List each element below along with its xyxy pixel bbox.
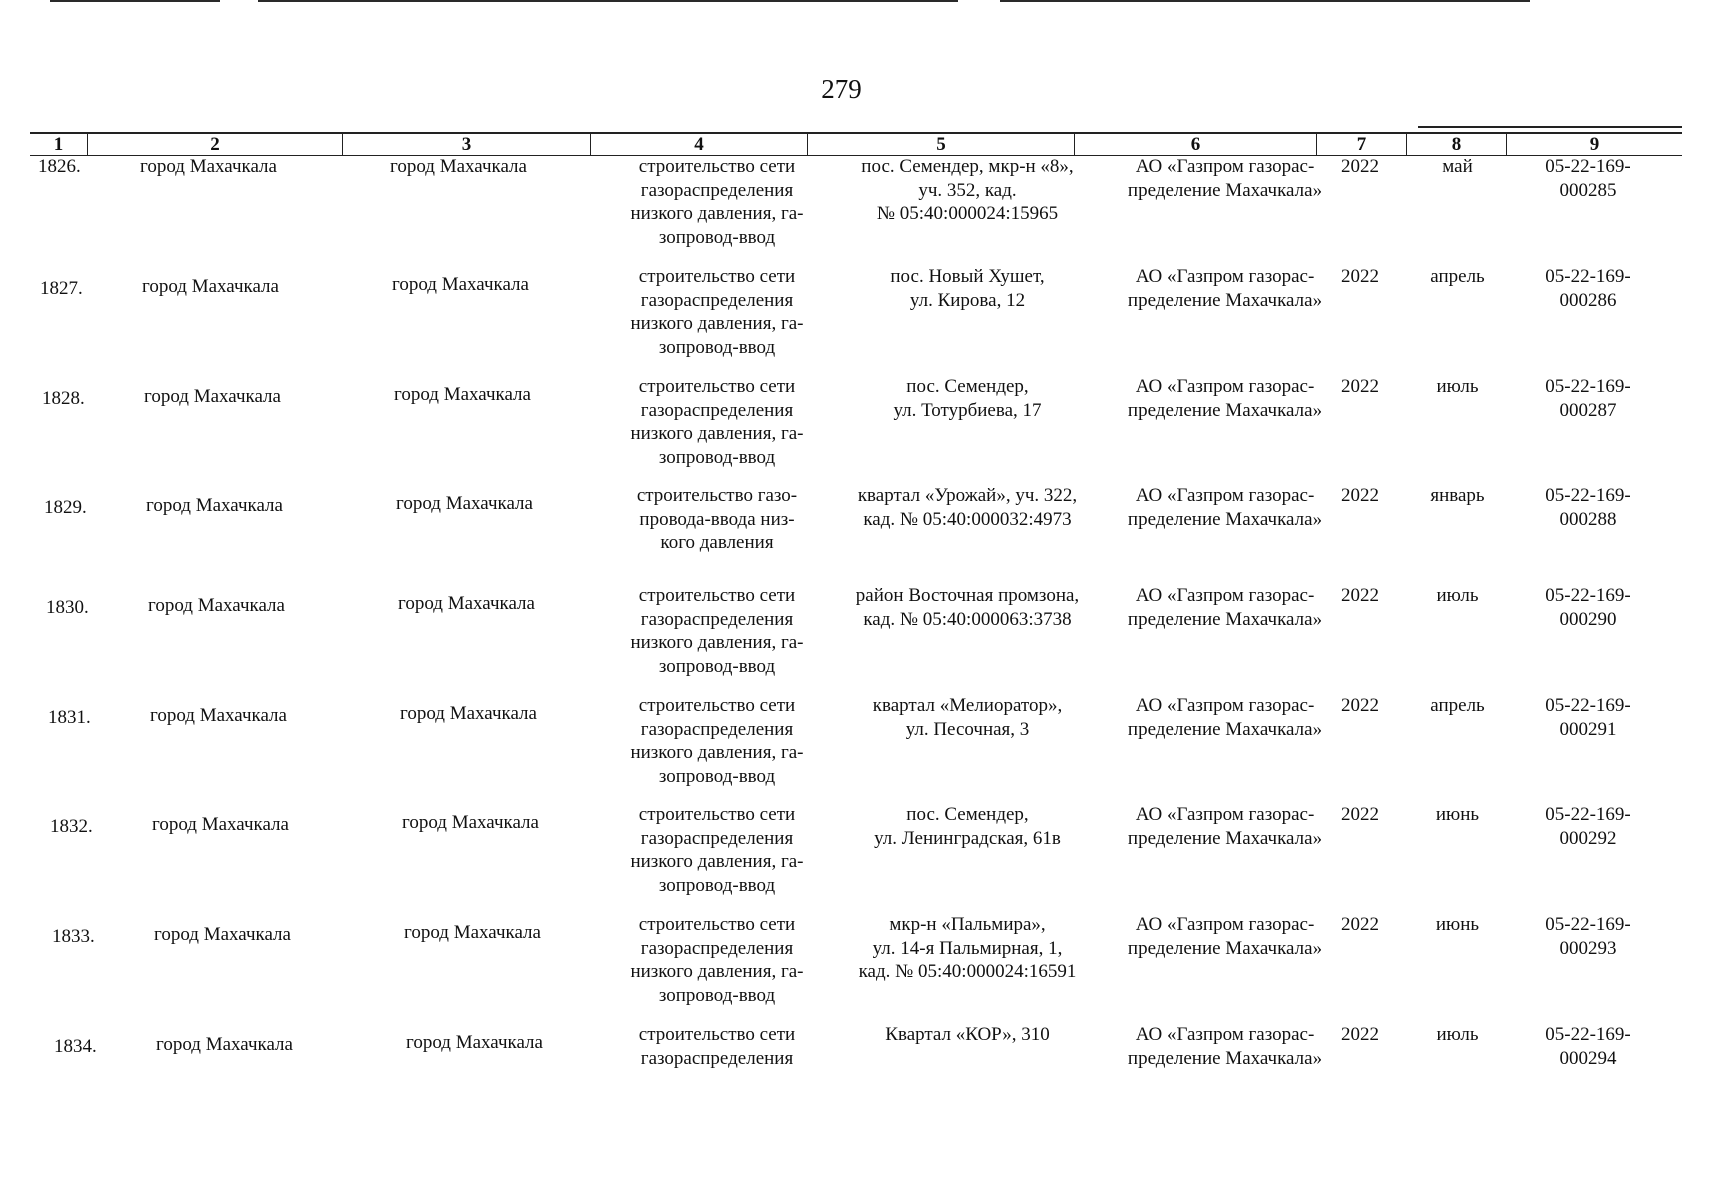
month-cell: июль: [1436, 376, 1479, 397]
municipality-cell: город Махачкала: [148, 595, 285, 616]
code-cell-line: 000293: [1559, 937, 1617, 959]
address-cell-line: ул. Тотурбиева, 17: [893, 399, 1042, 421]
address-cell: [815, 484, 1120, 531]
row-number: 1831.: [48, 707, 91, 728]
column-header: 3: [342, 134, 590, 155]
organization-cell-line: АО «Газпром газорас-: [1135, 585, 1315, 606]
works-description-cell: [592, 1023, 842, 1070]
municipality-cell: город Махачкала: [142, 276, 279, 297]
address-cell-line: пос. Новый Хушет,: [890, 266, 1045, 287]
organization-cell-line: АО «Газпром газорас-: [1135, 804, 1315, 825]
municipality-cell: город Махачкала: [146, 495, 283, 516]
address-cell-line: ул. Песочная, 3: [905, 718, 1030, 740]
month-cell: апрель: [1430, 695, 1485, 716]
organization-cell: [1080, 803, 1370, 850]
municipality-cell: город Махачкала: [144, 386, 281, 407]
organization-cell: [1080, 913, 1370, 960]
month-cell: апрель: [1430, 266, 1485, 287]
organization-cell-line: АО «Газпром газорас-: [1135, 485, 1315, 506]
settlement-cell: город Махачкала: [392, 274, 529, 295]
municipality-cell: город Махачкала: [156, 1034, 293, 1055]
works-description-cell-line: газораспределения: [640, 827, 794, 849]
address-cell-line: пос. Семендер, мкр-н «8»,: [861, 156, 1074, 177]
scan-edge-line: [50, 0, 220, 2]
address-cell: [815, 375, 1120, 422]
code-cell: [1498, 803, 1678, 850]
address-cell-line: ул. Ленинградская, 61в: [874, 827, 1061, 849]
code-cell: [1498, 484, 1678, 531]
works-description-cell-line: строительство сети: [638, 585, 796, 606]
code-cell: [1498, 913, 1678, 960]
column-header: 5: [807, 134, 1074, 155]
row-number: 1834.: [54, 1036, 97, 1057]
works-description-cell-line: зопровод-ввод: [658, 984, 776, 1006]
organization-cell-line: АО «Газпром газорас-: [1135, 376, 1315, 397]
works-description-cell-line: строительство сети: [638, 376, 796, 397]
works-description-cell-line: провода-ввода низ-: [639, 508, 795, 530]
works-description-cell-line: зопровод-ввод: [658, 874, 776, 896]
column-header: 4: [590, 134, 807, 155]
address-cell-line: пос. Семендер,: [906, 376, 1029, 397]
row-number: 1827.: [40, 278, 83, 299]
address-cell-line: № 05:40:000024:15965: [876, 203, 1059, 224]
code-cell-line: 000285: [1559, 179, 1617, 201]
municipality-cell: город Махачкала: [152, 814, 289, 835]
table-header: [30, 132, 1682, 156]
works-description-cell: [592, 584, 842, 678]
works-description-cell-line: зопровод-ввод: [658, 765, 776, 787]
row-number: 1828.: [42, 388, 85, 409]
works-description-cell-line: строительство сети: [638, 914, 796, 935]
year-cell: 2022: [1341, 266, 1379, 287]
works-description-cell-line: низкого давления, га-: [630, 313, 804, 334]
month-cell: июль: [1436, 585, 1479, 606]
address-cell: [815, 155, 1120, 226]
organization-cell-line: пределение Махачкала»: [1127, 608, 1323, 630]
organization-cell: [1080, 584, 1370, 631]
address-cell: [815, 584, 1120, 631]
code-cell-line: 05-22-169-: [1545, 585, 1631, 606]
column-header: 7: [1316, 134, 1406, 155]
works-description-cell: [592, 803, 842, 897]
organization-cell: [1080, 694, 1370, 741]
address-cell-line: ул. Кирова, 12: [909, 289, 1026, 311]
works-description-cell-line: строительство сети: [638, 1024, 796, 1045]
works-description-cell-line: газораспределения: [640, 937, 794, 959]
works-description-cell-line: зопровод-ввод: [658, 655, 776, 677]
code-cell-line: 05-22-169-: [1545, 156, 1631, 177]
settlement-cell: город Махачкала: [406, 1032, 543, 1053]
works-description-cell-line: строительство сети: [638, 695, 796, 716]
works-description-cell: [592, 484, 842, 555]
code-cell-line: 000287: [1559, 399, 1617, 421]
works-description-cell: [592, 375, 842, 469]
address-cell-line: Квартал «КОР», 310: [885, 1024, 1050, 1045]
year-cell: 2022: [1341, 914, 1379, 935]
organization-cell: [1080, 1023, 1370, 1070]
year-cell: 2022: [1341, 1024, 1379, 1045]
works-description-cell-line: низкого давления, га-: [630, 203, 804, 224]
code-cell-line: 05-22-169-: [1545, 376, 1631, 397]
works-description-cell-line: низкого давления, га-: [630, 632, 804, 653]
works-description-cell-line: газораспределения: [640, 718, 794, 740]
municipality-cell: город Махачкала: [140, 156, 277, 177]
works-description-cell-line: зопровод-ввод: [658, 336, 776, 358]
row-number: 1830.: [46, 597, 89, 618]
year-cell: 2022: [1341, 804, 1379, 825]
organization-cell-line: АО «Газпром газорас-: [1135, 156, 1315, 177]
header-top-rule: [1418, 126, 1682, 128]
code-cell-line: 000288: [1559, 508, 1617, 530]
address-cell-line: уч. 352, кад.: [918, 179, 1017, 201]
address-cell-line: ул. 14-я Пальмирная, 1,: [872, 937, 1063, 959]
organization-cell-line: пределение Махачкала»: [1127, 937, 1323, 959]
address-cell: [815, 694, 1120, 741]
works-description-cell: [592, 694, 842, 788]
row-number: 1829.: [44, 497, 87, 518]
code-cell: [1498, 375, 1678, 422]
works-description-cell-line: строительство сети: [638, 156, 796, 177]
organization-cell-line: пределение Махачкала»: [1127, 1047, 1323, 1069]
works-description-cell-line: зопровод-ввод: [658, 446, 776, 468]
works-description-cell-line: газораспределения: [640, 179, 794, 201]
organization-cell-line: пределение Махачкала»: [1127, 718, 1323, 740]
year-cell: 2022: [1341, 485, 1379, 506]
month-cell: июнь: [1435, 914, 1480, 935]
code-cell-line: 05-22-169-: [1545, 266, 1631, 287]
organization-cell-line: АО «Газпром газорас-: [1135, 695, 1315, 716]
month-cell: январь: [1430, 485, 1485, 506]
address-cell-line: район Восточная промзона,: [855, 585, 1080, 606]
address-cell: [815, 913, 1120, 984]
works-description-cell: [592, 155, 842, 249]
works-description-cell-line: строительство сети: [638, 804, 796, 825]
code-cell-line: 000292: [1559, 827, 1617, 849]
code-cell-line: 05-22-169-: [1545, 695, 1631, 716]
address-cell-line: квартал «Урожай», уч. 322,: [857, 485, 1078, 506]
address-cell: [815, 1023, 1120, 1047]
organization-cell-line: АО «Газпром газорас-: [1135, 1024, 1315, 1045]
code-cell-line: 05-22-169-: [1545, 914, 1631, 935]
works-description-cell: [592, 913, 842, 1007]
organization-cell-line: пределение Махачкала»: [1127, 827, 1323, 849]
year-cell: 2022: [1341, 376, 1379, 397]
organization-cell-line: АО «Газпром газорас-: [1135, 266, 1315, 287]
code-cell: [1498, 584, 1678, 631]
column-header: 1: [53, 134, 64, 155]
column-header: 2: [87, 134, 342, 155]
code-cell-line: 05-22-169-: [1545, 485, 1631, 506]
settlement-cell: город Махачкала: [404, 922, 541, 943]
organization-cell-line: АО «Газпром газорас-: [1135, 914, 1315, 935]
address-cell-line: кад. № 05:40:000063:3738: [863, 608, 1072, 630]
code-cell-line: 000290: [1559, 608, 1617, 630]
works-description-cell-line: зопровод-ввод: [658, 226, 776, 248]
code-cell: [1498, 265, 1678, 312]
settlement-cell: город Махачкала: [402, 812, 539, 833]
code-cell: [1498, 694, 1678, 741]
code-cell-line: 000291: [1559, 718, 1617, 740]
address-cell: [815, 265, 1120, 312]
works-description-cell-line: газораспределения: [640, 289, 794, 311]
code-cell: [1498, 1023, 1678, 1070]
page-number: 279: [821, 74, 862, 104]
works-description-cell-line: газораспределения: [640, 399, 794, 421]
row-number: 1826.: [38, 156, 81, 177]
row-number: 1832.: [50, 816, 93, 837]
address-cell-line: квартал «Мелиоратор»,: [872, 695, 1063, 716]
works-description-cell-line: низкого давления, га-: [630, 961, 804, 982]
code-cell-line: 05-22-169-: [1545, 1024, 1631, 1045]
works-description-cell-line: газораспределения: [640, 1047, 794, 1069]
settlement-cell: город Махачкала: [396, 493, 533, 514]
works-description-cell-line: газораспределения: [640, 608, 794, 630]
year-cell: 2022: [1341, 585, 1379, 606]
municipality-cell: город Махачкала: [154, 924, 291, 945]
municipality-cell: город Махачкала: [150, 705, 287, 726]
address-cell-line: пос. Семендер,: [906, 804, 1029, 825]
row-number: 1833.: [52, 926, 95, 947]
code-cell-line: 05-22-169-: [1545, 804, 1631, 825]
organization-cell-line: пределение Махачкала»: [1127, 508, 1323, 530]
month-cell: июнь: [1435, 804, 1480, 825]
organization-cell: [1080, 375, 1370, 422]
year-cell: 2022: [1341, 156, 1379, 177]
column-header: 9: [1506, 134, 1682, 155]
organization-cell-line: пределение Махачкала»: [1127, 399, 1323, 421]
year-cell: 2022: [1341, 695, 1379, 716]
settlement-cell: город Махачкала: [398, 593, 535, 614]
organization-cell-line: пределение Махачкала»: [1127, 289, 1323, 311]
organization-cell-line: пределение Махачкала»: [1127, 179, 1323, 201]
works-description-cell-line: низкого давления, га-: [630, 742, 804, 763]
column-header: 8: [1406, 134, 1506, 155]
address-cell-line: кад. № 05:40:000032:4973: [863, 508, 1072, 530]
address-cell-line: мкр-н «Пальмира»,: [889, 914, 1046, 935]
works-description-cell-line: низкого давления, га-: [630, 851, 804, 872]
code-cell-line: 000286: [1559, 289, 1617, 311]
month-cell: июль: [1436, 1024, 1479, 1045]
scan-edge-line: [258, 0, 958, 2]
scan-edge-line: [1000, 0, 1530, 2]
organization-cell: [1080, 265, 1370, 312]
address-cell-line: кад. № 05:40:000024:16591: [858, 961, 1077, 982]
address-cell: [815, 803, 1120, 850]
settlement-cell: город Махачкала: [394, 384, 531, 405]
works-description-cell-line: кого давления: [660, 532, 774, 553]
settlement-cell: город Махачкала: [400, 703, 537, 724]
code-cell: [1498, 155, 1678, 202]
organization-cell: [1080, 484, 1370, 531]
column-header: 6: [1074, 134, 1316, 155]
works-description-cell-line: строительство сети: [638, 266, 796, 287]
works-description-cell-line: строительство газо-: [636, 485, 798, 506]
works-description-cell: [592, 265, 842, 359]
code-cell-line: 000294: [1559, 1047, 1617, 1069]
settlement-cell: город Махачкала: [390, 156, 527, 177]
organization-cell: [1080, 155, 1370, 202]
month-cell: май: [1442, 156, 1473, 177]
works-description-cell-line: низкого давления, га-: [630, 423, 804, 444]
